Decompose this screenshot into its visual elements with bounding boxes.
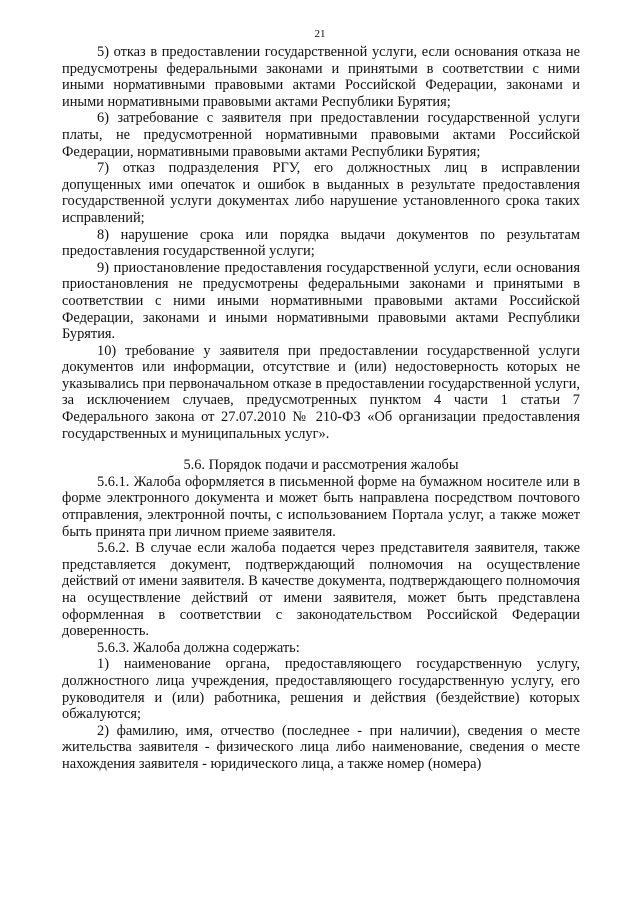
- section-heading: 5.6. Порядок подачи и рассмотрения жалобы: [183, 457, 459, 474]
- paragraph-item-8: 8) нарушение срока или порядка выдачи документов по результатам предоставления государственной услуги;: [62, 226, 580, 260]
- paragraph-5-6-3-item-1: 1) наименование органа, предоставляющего государственную услугу, должностного лица учреждения, предоставляющего государственную услугу, его руководителя и (или) работника, решения и действия (бездействие) которых обжалуются;: [62, 656, 580, 723]
- paragraph-5-6-3-item-2: 2) фамилию, имя, отчество (последнее - при наличии), сведения о месте жительства заявителя - физического лица либо наименование, сведения о месте нахождения заявителя - юридического лица, а также номер (номера): [62, 722, 580, 772]
- document-body: [62, 44, 580, 773]
- paragraph-item-9: 9) приостановление предоставления государственной услуги, если основания приостановления не предусмотрены федеральными законами и принятыми в соответствии с ними иными нормативными правовыми актами Российской Федерации, законами и иными нормативными правовыми актами Республики Бурятия.: [62, 259, 580, 343]
- paragraph-5-6-2: 5.6.2. В случае если жалоба подается через представителя заявителя, также представляется документ, подтверждающий полномочия на осуществление действий от имени заявителя. В качестве документа, подтверждающего полномочия на осуществление действий от имени заявителя, может быть представлена оформленная в соответствии с законодательством Российской Федерации доверенность.: [62, 540, 580, 640]
- paragraph-item-5: 5) отказ в предоставлении государственной услуги, если основания отказа не предусмотрены федеральными законами и принятыми в соответствии с ними иными нормативными правовыми актами Российской Федерации, законами и иными нормативными правовыми актами Республики Бурятия;: [62, 44, 580, 110]
- paragraph-5-6-1: 5.6.1. Жалоба оформляется в письменной форме на бумажном носителе или в форме электронного документа и может быть направлена посредством почтового отправления, электронной почты, с использованием Портала услуг, а также может быть принята при личном приеме заявителя.: [62, 473, 580, 540]
- paragraph-5-6-3: 5.6.3. Жалоба должна содержать:: [97, 639, 300, 656]
- paragraph-item-10: 10) требование у заявителя при предоставлении государственной услуги документов или информации, отсутствие и (или) недостоверность которых не указывались при первоначальном отказе в предоставлении государственной услуги, за исключением случаев, предусмотренных пунктом 4 части 1 статьи 7 Федерального закона от 27.07.2010 № 210-ФЗ «Об организации предоставления государственных и муниципальных услуг».: [62, 342, 580, 442]
- paragraph-item-7: 7) отказ подразделения РГУ, его должностных лиц в исправлении допущенных ими опечаток и ошибок в выданных в результате предоставления государственной услуги документах либо нарушение установленного срока таких исправлений;: [62, 160, 580, 226]
- paragraph-item-6: 6) затребование с заявителя при предоставлении государственной услуги платы, не предусмотренной нормативными правовыми актами Российской Федерации, нормативными правовыми актами Республики Бурятия;: [62, 110, 580, 160]
- page-number: 21: [314, 28, 326, 40]
